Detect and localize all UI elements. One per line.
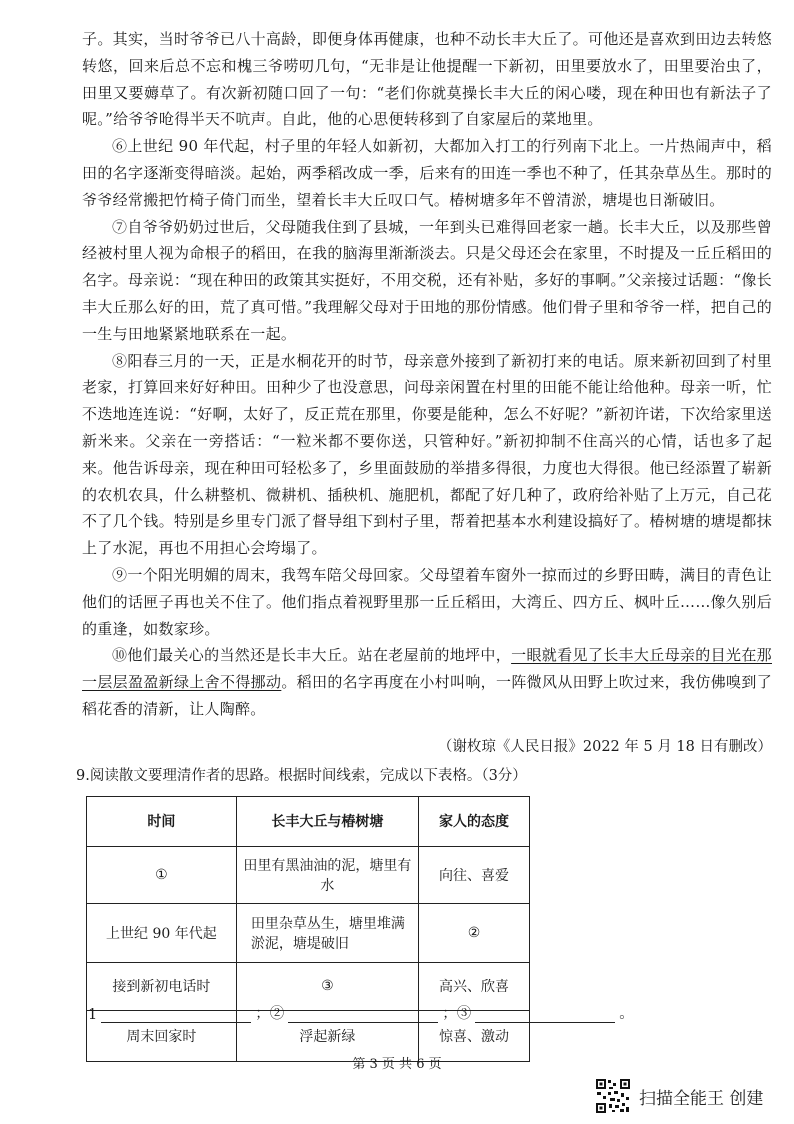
answer-blank-1[interactable]	[101, 1008, 251, 1023]
table-cell: 田里杂草丛生，塘里堆满淤泥，塘堤破旧	[236, 903, 418, 962]
scanner-watermark	[595, 1078, 763, 1114]
table-cell: ②	[419, 903, 530, 962]
table-cell: ①	[87, 846, 237, 903]
document-page	[76, 26, 772, 1062]
table-cell: 田里有黑油油的泥，塘里有水	[236, 846, 418, 903]
table-header-row	[87, 796, 530, 846]
paragraph-7: ⑦自爷爷奶奶过世后，父母随我住到了县城，一年到头已难得回老家一趟。长丰大丘，以及那些曾经被村里人视为命根子的稻田，在我的脑海里渐渐淡去。只是父母还会在家里，不时提及一丘丘稻田的名字。母亲说：“现在种田的政策其实挺好，不用交税，还有补贴，多好的事啊。”父亲接过话题：“像长丰大丘那么好的田，荒了真可惜。”我理解父母对于田地的那份情感。他们骨子里和爷爷一样，把自己的一生与田地紧紧地联系在一起。	[82, 217, 772, 343]
table-cell: 浮起新绿	[236, 1010, 418, 1061]
paragraph-8: ⑧阳春三月的一天，正是水桐花开的时节，母亲意外接到了新初打来的电话。原来新初回到了村里老家，打算回来好好种田。田种少了也没意思，问母亲闲置在村里的田能不能让给他种。母亲一听，忙不迭地连连说：“好啊，太好了，反正荒在那里，你要是能种，怎么不好呢？”新初许诺，下次给家里送新米来。父亲在一旁搭话：“一粒米都不要你送，只管种好。”新初抑制不住高兴的心情，话也多了起来。他告诉母亲，现在种田可轻松多了，乡里面鼓励的举措多得很，力度也大得很。他已经添置了崭新的农机农具，什么耕整机、微耕机、插秧机、施肥机，都配了好几种了，政府给补贴了上万元，自己花不了几个钱。特别是乡里专门派了督导组下到村子里，帮着把基本水利建设搞好了。椿树塘的塘堤都抹上了水泥，再也不用担心会垮塌了。	[82, 351, 772, 558]
answer-end: 。	[619, 1006, 634, 1022]
table-header: 时间	[87, 796, 237, 846]
page-number: 第 3 页 共 6 页	[352, 1057, 442, 1072]
paragraph-10	[82, 642, 772, 722]
answer-sep-2: ；②	[255, 1006, 285, 1022]
table-cell: 上世纪 90 年代起	[87, 903, 237, 962]
answer-blank-2[interactable]	[288, 1008, 438, 1023]
table-header: 长丰大丘与椿树塘	[236, 796, 418, 846]
table-row	[87, 846, 530, 903]
scanner-text: 扫描全能王 创建	[639, 1088, 764, 1109]
answer-blank-3[interactable]	[475, 1008, 615, 1023]
underlined-sentence: 一眼就看见了长丰大丘母亲的目光在那一层层盈盈新绿上舍不得挪动	[82, 646, 772, 692]
paragraph-10-after: 。稻田的名字再度在小村叫响，一阵微风从田野上吹过来，我仿佛嗅到了稻花香的清新，让人陶醉。	[82, 673, 772, 718]
table-cell: 周末回家时	[87, 1010, 237, 1061]
article-source: （谢枚琼《人民日报》2022 年 5 月 18 日有删改）	[437, 738, 772, 755]
answer-sep-3: ；③	[442, 1006, 472, 1022]
table-row	[87, 903, 530, 962]
answer-line	[88, 1002, 634, 1023]
table-cell: 向往、喜爱	[419, 846, 530, 903]
paragraph-6: ⑥上世纪 90 年代起，村子里的年轻人如新初，大都加入打工的行列南下北上。一片热闹声中，稻田的名字逐渐变得暗淡。起始，两季稻改成一季，后来有的田连一季也不种了，任其杂草丛生。那时的爷爷经常搬把竹椅子倚门而坐，望着长丰大丘叹口气。椿树塘多年不曾清淤，塘堤也日渐破旧。	[82, 137, 772, 209]
table-cell: ③	[236, 962, 418, 1010]
paragraph-9: ⑨一个阳光明媚的周末，我驾车陪父母回家。父母望着车窗外一掠而过的乡野田畴，满目的青色让他们的话匣子再也关不住了。他们指点着视野里那一丘丘稻田，大湾丘、四方丘、枫叶丘……像久别后的重逢，如数家珍。	[82, 565, 772, 638]
qr-code-icon	[595, 1078, 631, 1114]
table-cell: 高兴、欣喜	[419, 962, 530, 1010]
table-cell: 接到新初电话时	[87, 962, 237, 1010]
paragraph-10-before: ⑩他们最关心的当然还是长丰大丘。站在老屋前的地坪中，	[112, 646, 512, 665]
answer-label-1: 1	[88, 1007, 98, 1023]
table-cell: 惊喜、激动	[419, 1010, 530, 1061]
question-9: 9.阅读散文要理清作者的思路。根据时间线索，完成以下表格。（3分）	[76, 767, 527, 784]
paragraph-5-continued: 子。其实，当时爷爷已八十高龄，即便身体再健康，也种不动长丰大丘了。可他还是喜欢到田边去转悠转悠，回来后总不忘和槐三爷唠叨几句，“无非是让他提醒一下新初，田里要放水了，田里要治虫了，田里又要薅草了。有次新初随口回了一句：“老们你就莫操长丰大丘的闲心喽，现在种田也有新法子了呢。”给爷爷呛得半天不吭声。自此，他的心思便转移到了自家屋后的菜地里。	[82, 30, 772, 129]
table-header: 家人的态度	[419, 796, 530, 846]
